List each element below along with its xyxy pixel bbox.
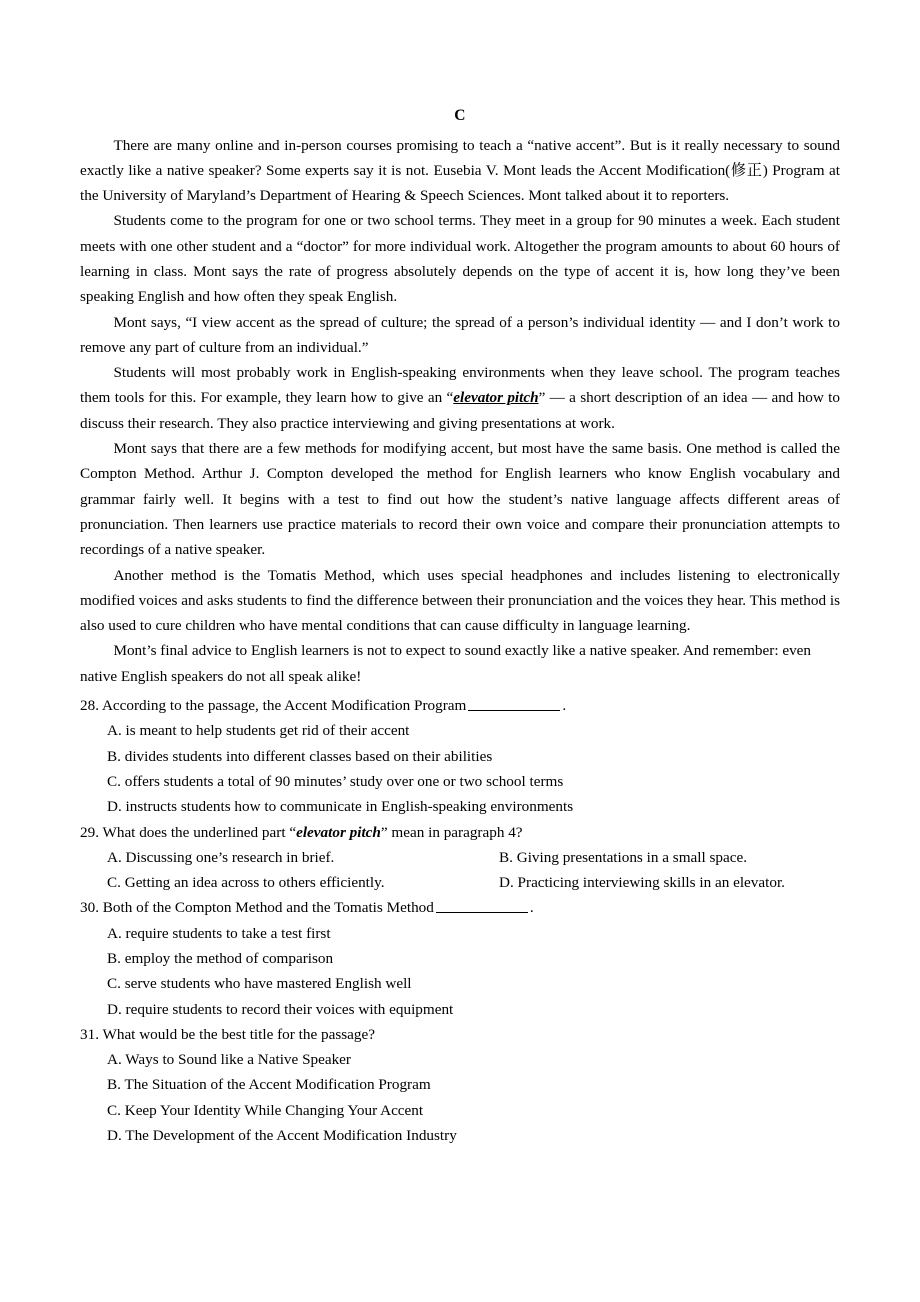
question-31-option-a[interactable]: A. Ways to Sound like a Native Speaker	[107, 1051, 351, 1069]
passage-paragraph-3: Mont says, “I view accent as the spread of culture; the spread of a person’s individual identity — and I don’t work to remove any part of culture from an individual.”	[80, 313, 840, 356]
question-30-number: 30.	[80, 899, 99, 917]
question-31-stem-text: What would be the best title for the passage?	[102, 1025, 375, 1043]
passage-paragraph-5: Mont says that there are a few methods for modifying accent, but most have the same basis. One method is called the Compton Method. Arthur J. Compton developed the method for English learners who know English vocabulary and grammar fairly well. It begins with a test to find out how the student’s native language affects different areas of pronunciation. Then learners use practice materials to record their own voice and compare their pronunciation attempts to recordings of a native speaker.	[80, 440, 840, 559]
question-28-stem-end: .	[562, 697, 567, 715]
passage-paragraph-7: Mont’s final advice to English learners is not to expect to sound exactly like a native speaker. And remember: even native English speakers do not all speak alike!	[80, 642, 812, 685]
section-heading: C	[454, 107, 466, 124]
question-30-option-c[interactable]: C. serve students who have mastered English well	[107, 975, 412, 993]
questions-list	[80, 693, 840, 1148]
question-28-option-d[interactable]: D. instructs students how to communicate in English-speaking environments	[107, 798, 574, 816]
question-31-number: 31.	[80, 1025, 99, 1043]
question-28-option-a[interactable]: A. is meant to help students get rid of their accent	[107, 722, 410, 740]
question-29-options-row-2	[80, 870, 840, 895]
question-28-option-b[interactable]: B. divides students into different classes based on their abilities	[107, 747, 493, 765]
question-31	[80, 1022, 840, 1148]
question-29-option-d[interactable]: D. Practicing interviewing skills in an elevator.	[499, 874, 785, 892]
page-content	[80, 108, 840, 1148]
question-28-option-c[interactable]: C. offers students a total of 90 minutes’ study over one or two school terms	[107, 772, 564, 790]
question-30-option-b[interactable]: B. employ the method of comparison	[107, 950, 334, 967]
question-29-elevator-pitch-term: elevator pitch	[296, 823, 381, 841]
question-28-stem	[80, 693, 840, 718]
question-29	[80, 820, 840, 896]
passage-paragraph-4	[80, 360, 840, 436]
question-29-stem-end: ” mean in paragraph 4?	[380, 823, 523, 841]
elevator-pitch-term: elevator pitch	[453, 389, 539, 407]
question-28-stem-text: According to the passage, the Accent Modification Program	[101, 697, 467, 715]
question-28-blank[interactable]	[468, 696, 560, 711]
question-30-stem-text: Both of the Compton Method and the Tomatis Method	[102, 899, 434, 917]
passage-paragraph-2: Students come to the program for one or two school terms. They meet in a group for 90 minutes a week. Each student meets with one other student and a “doctor” for more individual work. Altogether the program amounts to about 60 hours of learning in class. Mont says the rate of progress absolutely depends on the type of accent it is, how long they’ve been speaking English and how often they speak English.	[80, 212, 840, 306]
passage-paragraph-1: There are many online and in-person courses promising to teach a “native accent”. But is it really necessary to sound exactly like a native speaker? Some experts say it is not. Eusebia V. Mont leads the Accent Modification(修正) Program at the University of Maryland’s Department of Hearing & Speech Sciences. Mont talked about it to reporters.	[80, 136, 840, 205]
question-31-option-d[interactable]: D. The Development of the Accent Modification Industry	[107, 1127, 457, 1145]
paragraph-4-text-before: Students will most probably work in English-speaking environments when they leave school. The program teaches them tools for this. For example, they learn how to give an “	[80, 364, 840, 407]
question-29-stem	[80, 820, 840, 845]
question-31-option-b[interactable]: B. The Situation of the Accent Modification Program	[107, 1076, 431, 1094]
question-28-number: 28.	[80, 697, 99, 715]
question-30-stem-end: .	[529, 899, 534, 917]
question-31-option-c[interactable]: C. Keep Your Identity While Changing Your Accent	[107, 1101, 424, 1119]
paragraph-4-text-after: ” — a short description of an idea — and how to discuss their research. They also practice interviewing and giving presentations at work.	[80, 389, 840, 432]
question-29-option-c[interactable]: C. Getting an idea across to others efficiently.	[107, 874, 385, 892]
question-29-number: 29.	[80, 823, 99, 841]
question-30-blank[interactable]	[436, 898, 528, 913]
question-29-option-a[interactable]: A. Discussing one’s research in brief.	[107, 848, 335, 866]
question-30-option-d[interactable]: D. require students to record their voices with equipment	[107, 1000, 454, 1018]
question-29-option-b[interactable]: B. Giving presentations in a small space.	[499, 848, 748, 866]
question-31-stem	[80, 1022, 840, 1047]
question-30-option-a[interactable]: A. require students to take a test first	[107, 924, 331, 942]
question-29-stem-text: What does the underlined part “	[102, 823, 297, 841]
question-30	[80, 895, 840, 1021]
question-29-options-row-1	[80, 845, 840, 870]
question-30-stem	[80, 895, 840, 920]
question-28	[80, 693, 840, 819]
passage-paragraph-6: Another method is the Tomatis Method, which uses special headphones and includes listening to electronically modified voices and asks students to find the difference between their pronunciation and the voices they hear. This method is also used to cure children who have mental conditions that can cause difficulty in language learning.	[80, 566, 840, 635]
